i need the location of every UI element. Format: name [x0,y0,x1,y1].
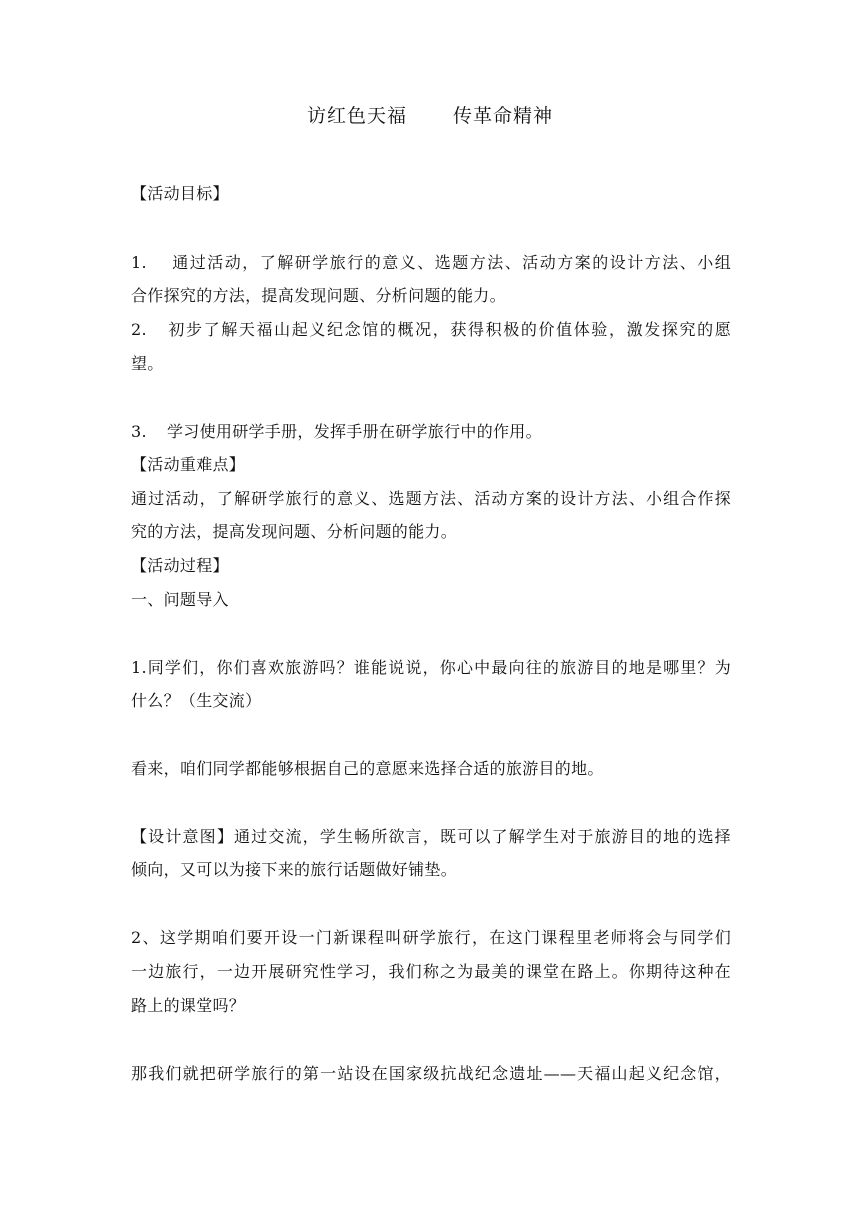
question-2-line-1: 2、这学期咱们要开设一门新课程叫研学旅行，在这门课程里老师将会与同学们 [131,928,731,947]
design-intent-line-2: 倾向，又可以为接下来的旅行话题做好铺垫。 [131,860,458,879]
key-line-2: 究的方法，提高发现问题、分析问题的能力。 [131,522,458,541]
section-heading-goal: 【活动目标】 [131,184,229,203]
comment-1: 看来，咱们同学都能够根据自己的意愿来选择合适的旅游目的地。 [131,759,604,778]
goal-1-line-2: 合作探究的方法，提高发现问题、分析问题的能力。 [131,286,506,305]
key-line-1: 通过活动，了解研学旅行的意义、选题方法、活动方案的设计方法、小组合作探 [131,489,731,508]
section-heading-process: 【活动过程】 [131,556,229,575]
title-part-1: 访红色天福 [306,105,407,127]
goal-1-number: 1. [131,253,147,272]
goal-3-line-1 [131,421,731,443]
question-1-line-2: 什么？（生交流） [131,691,262,710]
goal-2-text: 初步了解天福山起义纪念馆的概况，获得积极的价值体验，激发探究的愿 [167,320,731,339]
document-title [0,101,860,128]
goal-3-number: 3. [131,422,147,441]
process-heading-1: 一、问题导入 [131,590,229,609]
question-2-line-2: 一边旅行，一边开展研究性学习，我们称之为最美的课堂在路上。你期待这种在 [131,962,731,981]
design-intent-line-1: 【设计意图】通过交流，学生畅所欲言，既可以了解学生对于旅游目的地的选择 [131,827,731,846]
goal-2-line-1 [131,319,731,341]
final-paragraph-line-1: 那我们就把研学旅行的第一站设在国家级抗战纪念遗址——天福山起义纪念馆， [131,1064,731,1083]
question-1-line-1: 1.同学们，你们喜欢旅游吗？谁能说说，你心中最向往的旅游目的地是哪里？为 [131,658,731,677]
goal-1-line-1 [131,252,731,274]
goal-3-text: 学习使用研学手册，发挥手册在研学旅行中的作用。 [167,422,542,441]
title-part-2: 传革命精神 [453,105,554,127]
question-2-line-3: 路上的课堂吗？ [131,996,246,1015]
goal-2-number: 2. [131,320,147,339]
goal-1-text: 通过活动，了解研学旅行的意义、选题方法、活动方案的设计方法、小组 [171,253,731,272]
section-heading-key: 【活动重难点】 [131,455,246,474]
goal-2-line-2: 望。 [131,354,164,373]
